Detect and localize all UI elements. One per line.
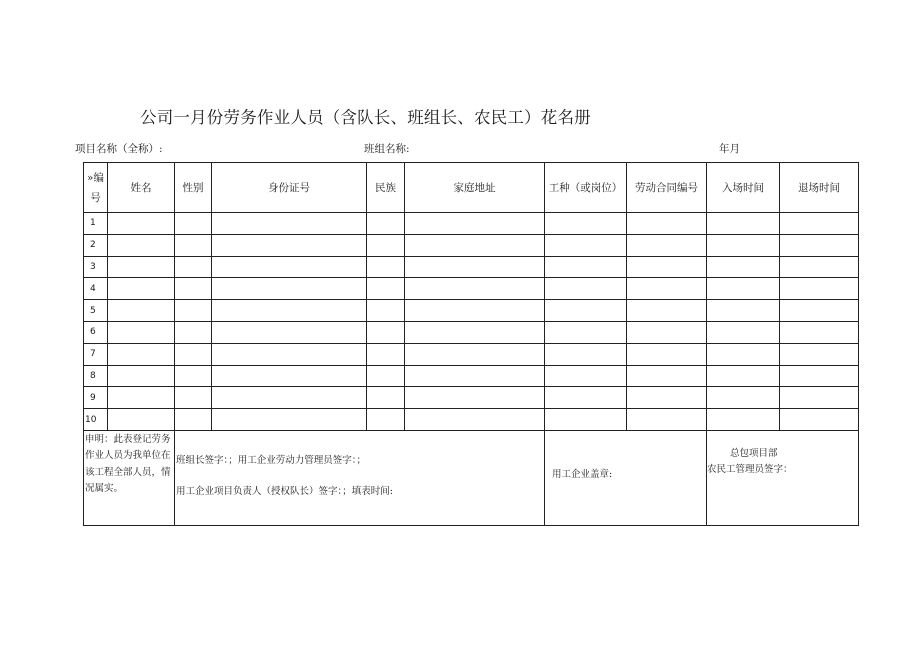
header-home-address: 家庭地址 [405,163,545,213]
table-cell [707,300,780,322]
table-cell [627,213,707,235]
table-cell [627,343,707,365]
table-cell [175,321,212,343]
table-cell [707,387,780,409]
table-cell [707,365,780,387]
table-cell [405,278,545,300]
table-cell [212,387,367,409]
table-cell [367,343,405,365]
row-number: 4 [84,278,108,300]
table-cell [367,256,405,278]
table-cell [627,365,707,387]
row-number: 10 [84,409,108,431]
header-name: 姓名 [108,163,175,213]
table-cell [367,300,405,322]
table-cell [627,387,707,409]
table-cell [545,213,627,235]
table-cell [175,213,212,235]
table-cell [405,343,545,365]
table-cell [108,256,175,278]
roster-rows [84,213,859,431]
table-cell [545,300,627,322]
table-cell [707,234,780,256]
header-row [84,163,859,213]
table-cell [367,321,405,343]
table-cell [175,234,212,256]
table-cell [405,321,545,343]
table-cell [707,321,780,343]
table-cell [707,278,780,300]
table-cell [108,387,175,409]
table-cell [405,300,545,322]
table-cell [212,300,367,322]
table-row [84,278,859,300]
year-month-label: 年月 [719,143,740,155]
table-cell [108,234,175,256]
table-cell [545,343,627,365]
table-cell [212,278,367,300]
table-cell [367,387,405,409]
table-cell [545,409,627,431]
table-cell [780,213,859,235]
table-cell [780,321,859,343]
table-cell [545,278,627,300]
header-number-line2: 号 [90,191,101,204]
company-seal-label: 用工企业盖章: [552,468,613,480]
table-cell [627,300,707,322]
header-entry-time: 入场时间 [707,163,780,213]
table-cell [108,300,175,322]
table-cell [212,256,367,278]
table-cell [175,256,212,278]
table-cell [212,343,367,365]
table-cell [627,256,707,278]
footer-row [84,430,859,525]
project-manager-signature-label: 用工企业项目负责人（授权队长）签字：；填表时间: [176,485,393,497]
declaration-note: 申明：此表登记劳务作业人员为我单位在该工程全部人员，情况属实。 [84,430,175,525]
table-cell [780,234,859,256]
table-cell [175,365,212,387]
general-contractor-cell [707,430,859,525]
table-cell [108,343,175,365]
table-cell [175,343,212,365]
header-job-type: 工种（或岗位） [545,163,627,213]
table-cell [405,409,545,431]
table-row [84,213,859,235]
project-name-label: 项目名称（全称）: [75,143,163,155]
row-number: 5 [84,300,108,322]
table-row [84,321,859,343]
table-cell [545,234,627,256]
table-cell [212,234,367,256]
table-cell [545,321,627,343]
table-cell [627,409,707,431]
table-cell [405,256,545,278]
table-row [84,300,859,322]
table-cell [405,387,545,409]
table-cell [627,234,707,256]
table-cell [108,213,175,235]
general-contractor-label: 总包项目部 [730,447,778,459]
table-cell [367,409,405,431]
table-cell [405,234,545,256]
table-row [84,256,859,278]
row-number: 3 [84,256,108,278]
table-cell [780,365,859,387]
table-cell [212,213,367,235]
table-cell [108,365,175,387]
table-cell [367,234,405,256]
row-number: 6 [84,321,108,343]
table-cell [780,256,859,278]
header-number [84,163,108,213]
header-ethnicity: 民族 [367,163,405,213]
row-number: 9 [84,387,108,409]
row-number: 2 [84,234,108,256]
table-cell [367,365,405,387]
table-cell [175,278,212,300]
table-cell [780,300,859,322]
header-number-line1: »编 [87,171,104,184]
table-cell [707,343,780,365]
table-cell [212,321,367,343]
header-gender: 性别 [175,163,212,213]
header-id-number: 身份证号 [212,163,367,213]
table-cell [545,256,627,278]
table-cell [212,409,367,431]
table-cell [780,278,859,300]
table-row [84,387,859,409]
table-cell [367,278,405,300]
table-cell [212,365,367,387]
table-cell [627,321,707,343]
table-cell [545,387,627,409]
table-cell [707,213,780,235]
header-contract-number: 劳动合同编号 [627,163,707,213]
table-cell [108,278,175,300]
table-row [84,409,859,431]
team-leader-signature-label: 班组长签字：；用工企业劳动力管理员签字：； [176,454,367,466]
row-number: 8 [84,365,108,387]
company-seal-cell [545,430,707,525]
table-cell [405,213,545,235]
roster-table [83,162,859,526]
table-cell [627,278,707,300]
table-cell [175,300,212,322]
signature-cell [175,430,545,525]
table-cell [780,343,859,365]
worker-manager-signature-label: 农民工管理员签字： [707,463,793,475]
table-cell [175,387,212,409]
table-cell [108,409,175,431]
table-row [84,234,859,256]
table-cell [175,409,212,431]
table-cell [707,256,780,278]
page-title: 公司一月份劳务作业人员（含队长、班组长、农民工）花名册 [140,108,591,127]
row-number: 1 [84,213,108,235]
row-number: 7 [84,343,108,365]
table-row [84,365,859,387]
header-exit-time: 退场时间 [780,163,859,213]
table-cell [108,321,175,343]
team-name-label: 班组名称: [364,143,410,155]
table-cell [405,365,545,387]
table-row [84,343,859,365]
table-cell [780,409,859,431]
table-cell [780,387,859,409]
table-cell [707,409,780,431]
table-cell [367,213,405,235]
table-cell [545,365,627,387]
